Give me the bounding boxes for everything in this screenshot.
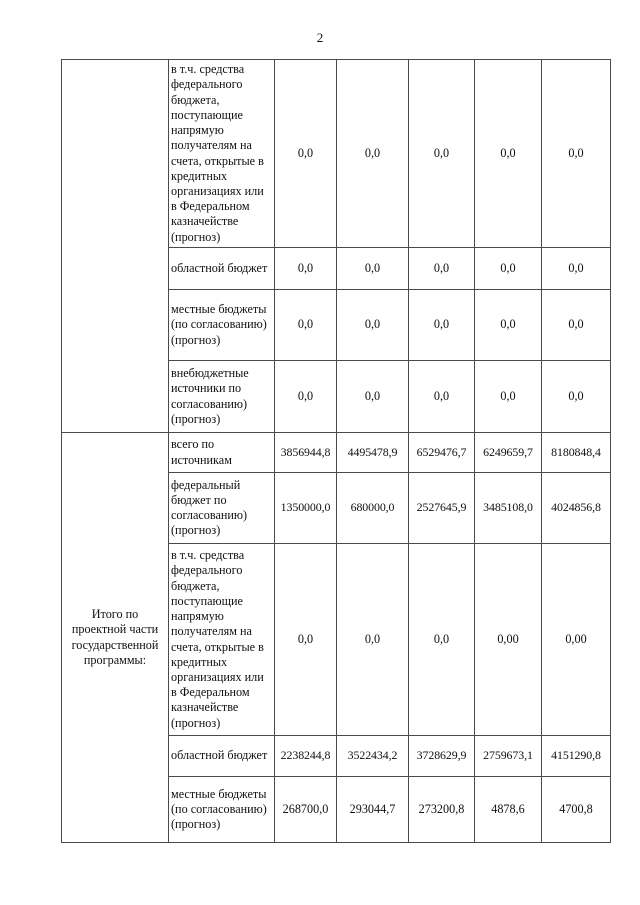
value-cell: 6249659,7	[475, 433, 542, 473]
program-name-cell: Итого по проектной части государственной программы:	[62, 433, 169, 843]
value-cell: 0,0	[542, 248, 611, 290]
budget-table	[61, 59, 611, 843]
value-cell: 268700,0	[275, 777, 337, 843]
value-cell: 0,0	[475, 248, 542, 290]
value-cell: 0,0	[542, 60, 611, 248]
value-cell: 4878,6	[475, 777, 542, 843]
value-cell: 0,0	[337, 544, 409, 736]
value-cell: 0,00	[542, 544, 611, 736]
funding-source-cell: в т.ч. средства федерального бюджета, поступающие напрямую получателям на счета, открытые в кредитных организациях или в Федеральном казначействе (прогноз)	[169, 544, 275, 736]
value-cell: 3728629,9	[409, 736, 475, 777]
value-cell: 2759673,1	[475, 736, 542, 777]
value-cell: 0,0	[542, 290, 611, 361]
value-cell: 273200,8	[409, 777, 475, 843]
page-number: 2	[316, 30, 324, 45]
table-row	[62, 60, 611, 248]
funding-source-cell: в т.ч. средства федерального бюджета, поступающие напрямую получателям на счета, открытые в кредитных организациях или в Федеральном казначействе (прогноз)	[169, 60, 275, 248]
value-cell: 0,00	[475, 544, 542, 736]
value-cell: 0,0	[475, 60, 542, 248]
funding-source-cell: областной бюджет	[169, 248, 275, 290]
funding-source-cell: федеральный бюджет по согласованию) (прогноз)	[169, 473, 275, 544]
value-cell: 2527645,9	[409, 473, 475, 544]
value-cell: 0,0	[409, 60, 475, 248]
value-cell: 6529476,7	[409, 433, 475, 473]
value-cell: 0,0	[275, 60, 337, 248]
value-cell: 3485108,0	[475, 473, 542, 544]
value-cell: 293044,7	[337, 777, 409, 843]
value-cell: 1350000,0	[275, 473, 337, 544]
funding-source-cell: внебюджетные источники по согласованию) (прогноз)	[169, 361, 275, 433]
value-cell: 0,0	[409, 544, 475, 736]
value-cell: 4024856,8	[542, 473, 611, 544]
value-cell: 4151290,8	[542, 736, 611, 777]
value-cell: 0,0	[337, 60, 409, 248]
funding-source-cell: всего по источникам	[169, 433, 275, 473]
value-cell: 0,0	[275, 290, 337, 361]
value-cell: 0,0	[275, 361, 337, 433]
value-cell: 0,0	[337, 248, 409, 290]
value-cell: 3856944,8	[275, 433, 337, 473]
value-cell: 0,0	[542, 361, 611, 433]
funding-source-cell: местные бюджеты (по согласованию) (прогноз)	[169, 777, 275, 843]
value-cell: 0,0	[409, 248, 475, 290]
value-cell: 0,0	[409, 361, 475, 433]
value-cell: 0,0	[275, 248, 337, 290]
table-row	[62, 433, 611, 473]
funding-source-cell: областной бюджет	[169, 736, 275, 777]
value-cell: 8180848,4	[542, 433, 611, 473]
value-cell: 2238244,8	[275, 736, 337, 777]
value-cell: 680000,0	[337, 473, 409, 544]
value-cell: 0,0	[409, 290, 475, 361]
value-cell: 4495478,9	[337, 433, 409, 473]
program-name-cell	[62, 60, 169, 433]
value-cell: 3522434,2	[337, 736, 409, 777]
value-cell: 0,0	[475, 361, 542, 433]
value-cell: 0,0	[337, 290, 409, 361]
funding-source-cell: местные бюджеты (по согласованию) (прогноз)	[169, 290, 275, 361]
value-cell: 0,0	[475, 290, 542, 361]
value-cell: 4700,8	[542, 777, 611, 843]
value-cell: 0,0	[275, 544, 337, 736]
value-cell: 0,0	[337, 361, 409, 433]
